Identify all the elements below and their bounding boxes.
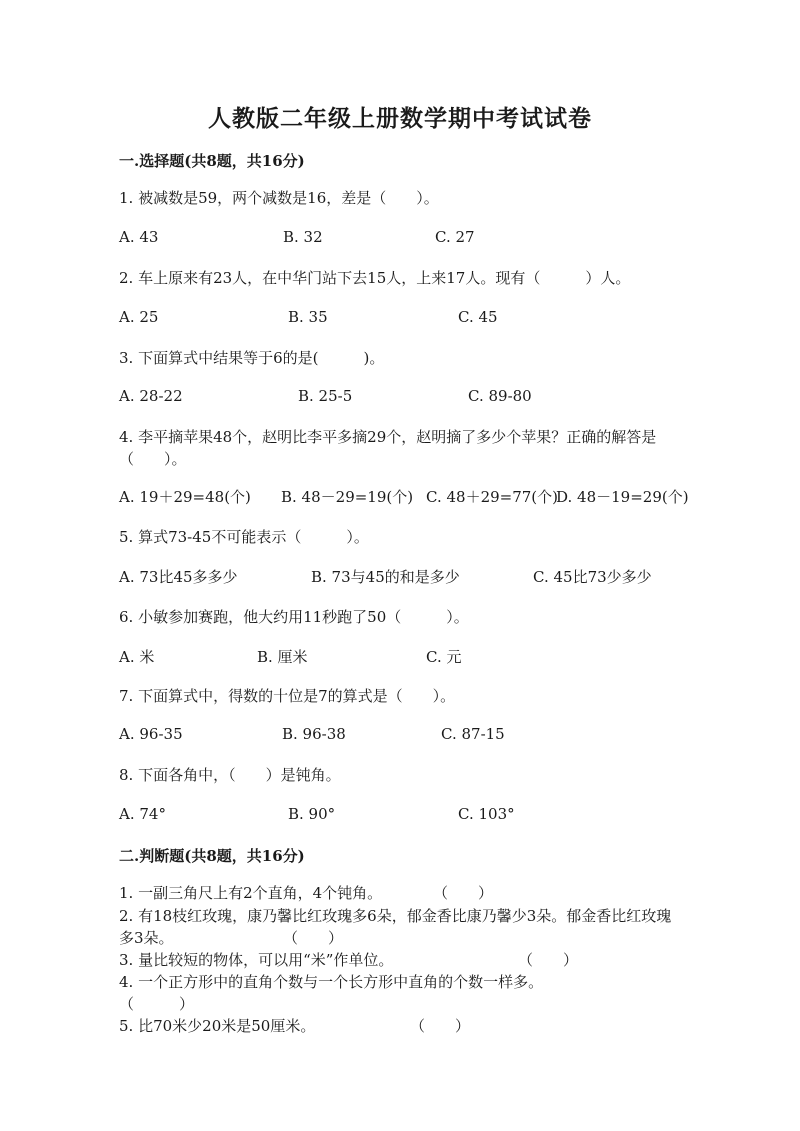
question-7: 7. 下面算式中，得数的十位是7的算式是（ ）。 (119, 687, 456, 705)
option-5b: B. 73与45的和是多少 (311, 568, 460, 586)
option-8b: B. 90° (288, 805, 336, 823)
option-8c: C. 103° (458, 805, 515, 823)
option-5c: C. 45比73少多少 (533, 568, 652, 586)
option-2b: B. 35 (288, 308, 328, 326)
judgement-5-paren: （ ） (410, 1017, 471, 1035)
option-3c: C. 89-80 (468, 387, 532, 405)
page-title: 人教版二年级上册数学期中考试试卷 (208, 105, 592, 132)
option-3b: B. 25-5 (298, 387, 353, 405)
option-4c: C. 48＋29=77(个) (426, 488, 559, 506)
option-8a: A. 74° (119, 805, 166, 823)
option-6b: B. 厘米 (257, 648, 308, 666)
question-1: 1. 被减数是59，两个减数是16，差是（ ）。 (119, 189, 439, 207)
option-1a: A. 43 (119, 228, 159, 246)
question-4: 4. 李平摘苹果48个，赵明比李平多摘29个，赵明摘了多少个苹果？正确的解答是 （ ）。 (119, 428, 657, 468)
option-4d: D. 48－19=29(个) (556, 488, 689, 506)
option-3a: A. 28-22 (119, 387, 183, 405)
question-2: 2. 车上原来有23人，在中华门站下去15人，上来17人。现有（ ）人。 (119, 269, 631, 287)
option-4a: A. 19＋29=48(个) (119, 488, 251, 506)
judgement-4-paren: （ ） (119, 995, 195, 1013)
section-heading-choice: 一.选择题(共8题，共16分) (119, 152, 305, 170)
judgement-3-paren: （ ） (518, 951, 579, 969)
option-7b: B. 96-38 (282, 725, 346, 743)
judgement-3: 3. 量比较短的物体，可以用“米”作单位。 (119, 951, 394, 969)
judgement-4: 4. 一个正方形中的直角个数与一个长方形中直角的个数一样多。 (119, 973, 544, 991)
question-8: 8. 下面各角中，（ ）是钝角。 (119, 766, 341, 784)
option-7a: A. 96-35 (119, 725, 183, 743)
option-1b: B. 32 (283, 228, 323, 246)
judgement-2: 2. 有18枝红玫瑰，康乃馨比红玫瑰多6朵，郁金香比康乃馨少3朵。郁金香比红玫瑰多3朵。 (119, 907, 672, 947)
question-6: 6. 小敏参加赛跑，他大约用11秒跑了50（ ）。 (119, 608, 469, 626)
option-5a: A. 73比45多多少 (119, 568, 238, 586)
judgement-1: 1. 一副三角尺上有2个直角，4个钝角。 (119, 884, 383, 902)
option-2c: C. 45 (458, 308, 498, 326)
question-3: 3. 下面算式中结果等于6的是( )。 (119, 349, 385, 367)
option-6a: A. 米 (119, 648, 155, 666)
section-heading-judgement: 二.判断题(共8题，共16分) (119, 847, 305, 865)
option-4b: B. 48－29=19(个) (281, 488, 414, 506)
judgement-5: 5. 比70米少20米是50厘米。 (119, 1017, 316, 1035)
judgement-2-paren: （ ） (283, 929, 344, 947)
judgement-1-paren: （ ） (433, 884, 494, 902)
option-6c: C. 元 (426, 648, 462, 666)
option-1c: C. 27 (435, 228, 475, 246)
option-2a: A. 25 (119, 308, 159, 326)
option-7c: C. 87-15 (441, 725, 505, 743)
question-5: 5. 算式73-45不可能表示（ ）。 (119, 528, 369, 546)
